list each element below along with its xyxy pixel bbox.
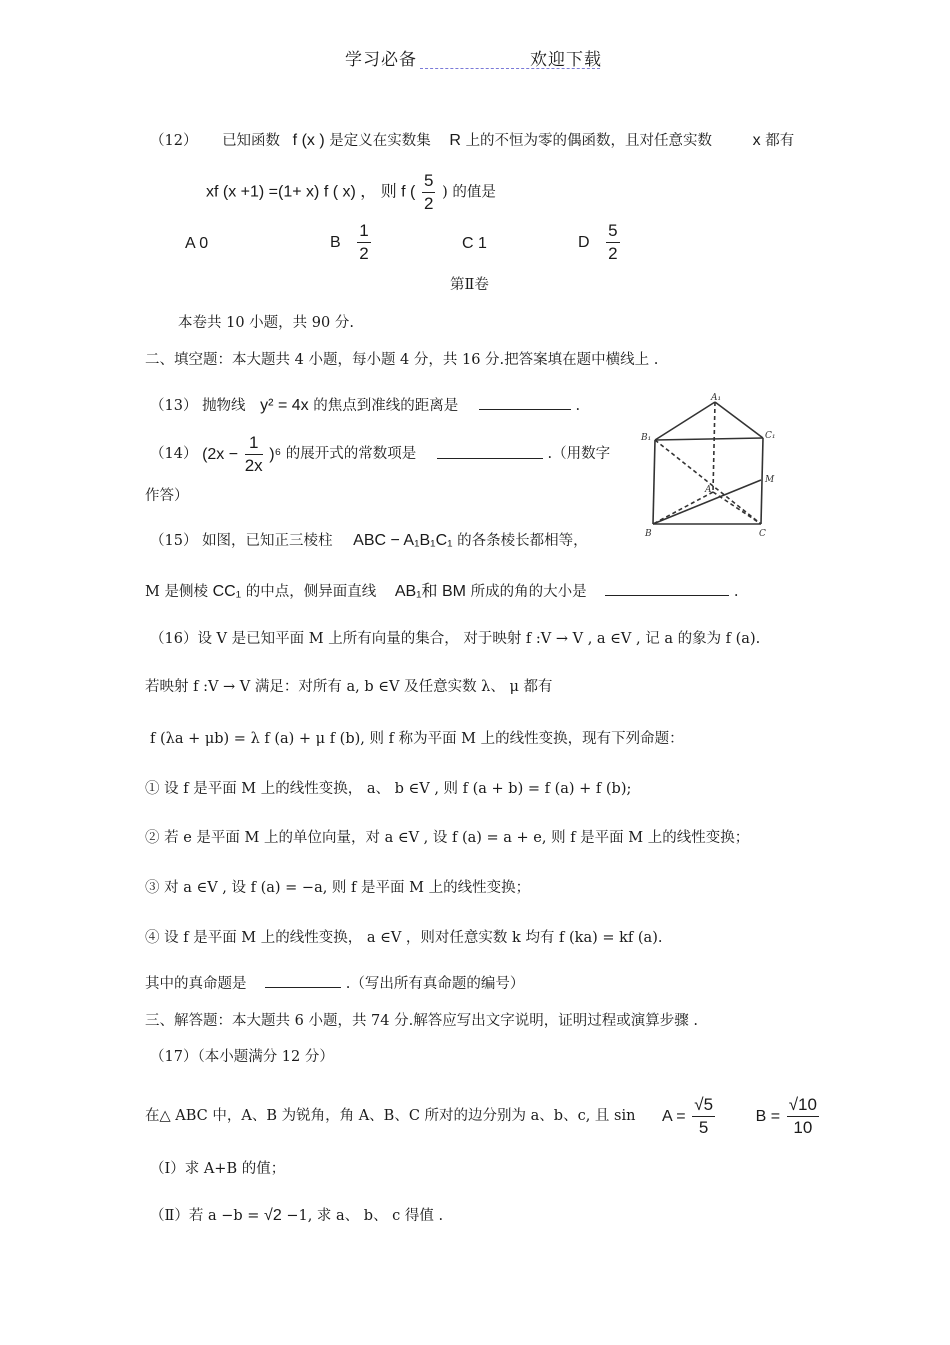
q17-part2-a: （Ⅱ）若 a −b = xyxy=(150,1208,260,1224)
q16-ending-text: 其中的真命题是 xyxy=(145,976,247,992)
q17-part2-b: −1, 求 a、 b、 c 得值 . xyxy=(286,1208,444,1224)
label-a: A xyxy=(705,485,712,495)
q14-frac-den: 2x xyxy=(244,456,263,475)
q12-text-a: 已知函数 xyxy=(222,133,281,149)
q12-option-a: A 0 xyxy=(185,235,209,252)
section2-title: 第Ⅱ卷 xyxy=(450,277,489,293)
q12-line1 xyxy=(150,131,794,150)
q12-tail: ) 的值是 xyxy=(442,184,496,201)
q16-ending xyxy=(145,975,524,993)
q12-x: x xyxy=(752,132,761,149)
q12-option-b xyxy=(330,220,373,265)
q14-tail: .（用数字 xyxy=(547,445,611,462)
q15-line2 xyxy=(145,582,738,601)
q12-fx: f (x ) xyxy=(292,132,325,149)
label-a1: A₁ xyxy=(711,393,722,403)
q16-line3: f (λa + μb) = λ f (a) + μ f (b), 则 f 称为平面 M 上的线性变换，现有下列命题： xyxy=(150,731,684,747)
q14-text: 的展开式的常数项是 xyxy=(285,445,417,462)
q12-option-d-frac xyxy=(606,220,619,265)
q12-R: R xyxy=(449,132,461,149)
q13 xyxy=(150,396,580,415)
q14-frac-num: 1 xyxy=(245,432,263,455)
q12-equation-line xyxy=(206,170,496,215)
q13-number: （13） xyxy=(150,398,198,414)
q12-number: （12） xyxy=(150,133,198,149)
q17-a-den: 5 xyxy=(698,1118,709,1137)
q12-option-b-den: 2 xyxy=(359,244,369,263)
label-m: M xyxy=(765,475,775,485)
q15-line2-c: 所成的角的大小是 xyxy=(470,584,587,600)
q15-end: . xyxy=(733,584,739,600)
q17-b-frac xyxy=(787,1094,819,1139)
q13-text: 抛物线 xyxy=(202,398,246,414)
q16-item-3: ③ 对 a ∈V , 设 f (a) = −a, 则 f 是平面 M 上的线性变换； xyxy=(145,880,531,896)
q14-line2: 作答） xyxy=(145,488,189,504)
q17-statement xyxy=(145,1094,821,1139)
q15-number: （15） xyxy=(150,533,198,549)
q12-option-b-frac xyxy=(357,220,370,265)
q13-answer-blank[interactable] xyxy=(479,397,571,410)
q12-equation: xf (x +1) =(1+ x) f ( x) ， 则 f ( xyxy=(206,183,416,201)
q16-line2: 若映射 f :V → V 满足：对所有 a, b ∈V 及任意实数 λ、 μ 都有 xyxy=(145,679,553,695)
q14 xyxy=(150,432,610,477)
q15-prism: ABC − A₁B₁C₁ xyxy=(353,532,453,549)
q14-answer-blank[interactable] xyxy=(437,446,543,459)
q15-text: 如图，已知正三棱柱 xyxy=(202,533,333,549)
q17-part1: （Ⅰ）求 A+B 的值； xyxy=(150,1161,286,1177)
q16-item-1: ① 设 f 是平面 M 上的线性变换， a、 b ∈V , 则 f (a + b) = f (a) + f (b); xyxy=(145,781,632,797)
q12-frac-den: 2 xyxy=(423,194,434,213)
q12-fraction xyxy=(422,170,435,215)
q12-text-d: 都有 xyxy=(765,133,795,149)
q17-a-eq: A = xyxy=(662,1107,686,1125)
q17-a-frac xyxy=(692,1094,715,1139)
q13-tail: 的焦点到准线的距离是 xyxy=(313,398,459,414)
q15-ab1-bm: AB₁和 BM xyxy=(394,583,467,600)
section3-heading: 三、解答题：本大题共 6 小题，共 74 分.解答应写出文字说明，证明过程或演算步骤 . xyxy=(145,1013,698,1029)
q15-line2-b: 的中点，侧异面直线 xyxy=(245,584,377,600)
q12-option-c: C 1 xyxy=(462,235,487,252)
q13-formula: y² = 4x xyxy=(260,397,309,414)
prism-figure xyxy=(635,392,795,542)
q14-post: )⁶ xyxy=(269,445,282,463)
section2-intro: 本卷共 10 小题，共 90 分. xyxy=(178,315,354,331)
q14-number: （14） xyxy=(150,445,198,462)
q15-line2-a: M 是侧棱 xyxy=(145,584,208,600)
label-b1: B₁ xyxy=(641,433,652,443)
q15-answer-blank[interactable] xyxy=(605,583,729,596)
header-divider xyxy=(420,68,600,69)
label-c1: C₁ xyxy=(765,431,776,441)
q12-text-c: 上的不恒为零的偶函数，且对任意实数 xyxy=(465,133,713,149)
q12-option-d-num: 5 xyxy=(606,220,619,243)
q17-b-num: √10 xyxy=(787,1094,819,1117)
q12-option-d-label: D xyxy=(578,233,590,251)
label-c: C xyxy=(759,529,766,539)
q17-part2-sqrt: √2 xyxy=(264,1207,282,1224)
section2-heading: 二、填空题：本大题共 4 小题，每小题 4 分，共 16 分.把答案填在题中横线上 . xyxy=(145,352,659,368)
q12-option-d-den: 2 xyxy=(608,244,618,263)
q16-item-4: ④ 设 f 是平面 M 上的线性变换， a ∈V ，则对任意实数 k 均有 f (ka) = kf (a). xyxy=(145,930,663,946)
q17-part2 xyxy=(150,1206,443,1225)
q17-b-den: 10 xyxy=(793,1118,813,1137)
q15-line1 xyxy=(150,531,588,550)
q15-tail: 的各条棱长都相等， xyxy=(457,533,588,549)
q17-title: （17）（本小题满分 12 分） xyxy=(150,1049,334,1065)
q16-answer-blank[interactable] xyxy=(265,975,341,988)
q14-pre: (2x − xyxy=(202,445,239,463)
q12-frac-num: 5 xyxy=(422,170,435,193)
q12-text-b: 是定义在实数集 xyxy=(329,133,431,149)
header-right: 欢迎下载 xyxy=(530,50,602,70)
q12-option-b-label: B xyxy=(330,233,341,251)
q15-cc1: CC₁ xyxy=(212,583,242,600)
q16-ending-tail: .（写出所有真命题的编号） xyxy=(345,976,525,992)
q14-fraction xyxy=(245,432,263,477)
header-left: 学习必备 xyxy=(345,50,417,70)
label-b: B xyxy=(645,529,652,539)
q16-line1: （16）设 V 是已知平面 M 上所有向量的集合， 对于映射 f :V → V , a ∈V , 记 a 的象为 f (a). xyxy=(150,631,761,647)
q12-option-d xyxy=(578,220,622,265)
q17-b-eq: B = xyxy=(755,1107,781,1125)
q13-end: . xyxy=(575,398,581,414)
q17-text: 在△ ABC 中，A、B 为锐角，角 A、B、C 所对的边分别为 a、b、c, 且 sin xyxy=(145,1107,636,1124)
q12-option-b-num: 1 xyxy=(357,220,370,243)
q16-item-2: ② 若 e 是平面 M 上的单位向量，对 a ∈V , 设 f (a) = a + e, 则 f 是平面 M 上的线性变换； xyxy=(145,830,750,846)
q17-a-num: √5 xyxy=(692,1094,715,1117)
